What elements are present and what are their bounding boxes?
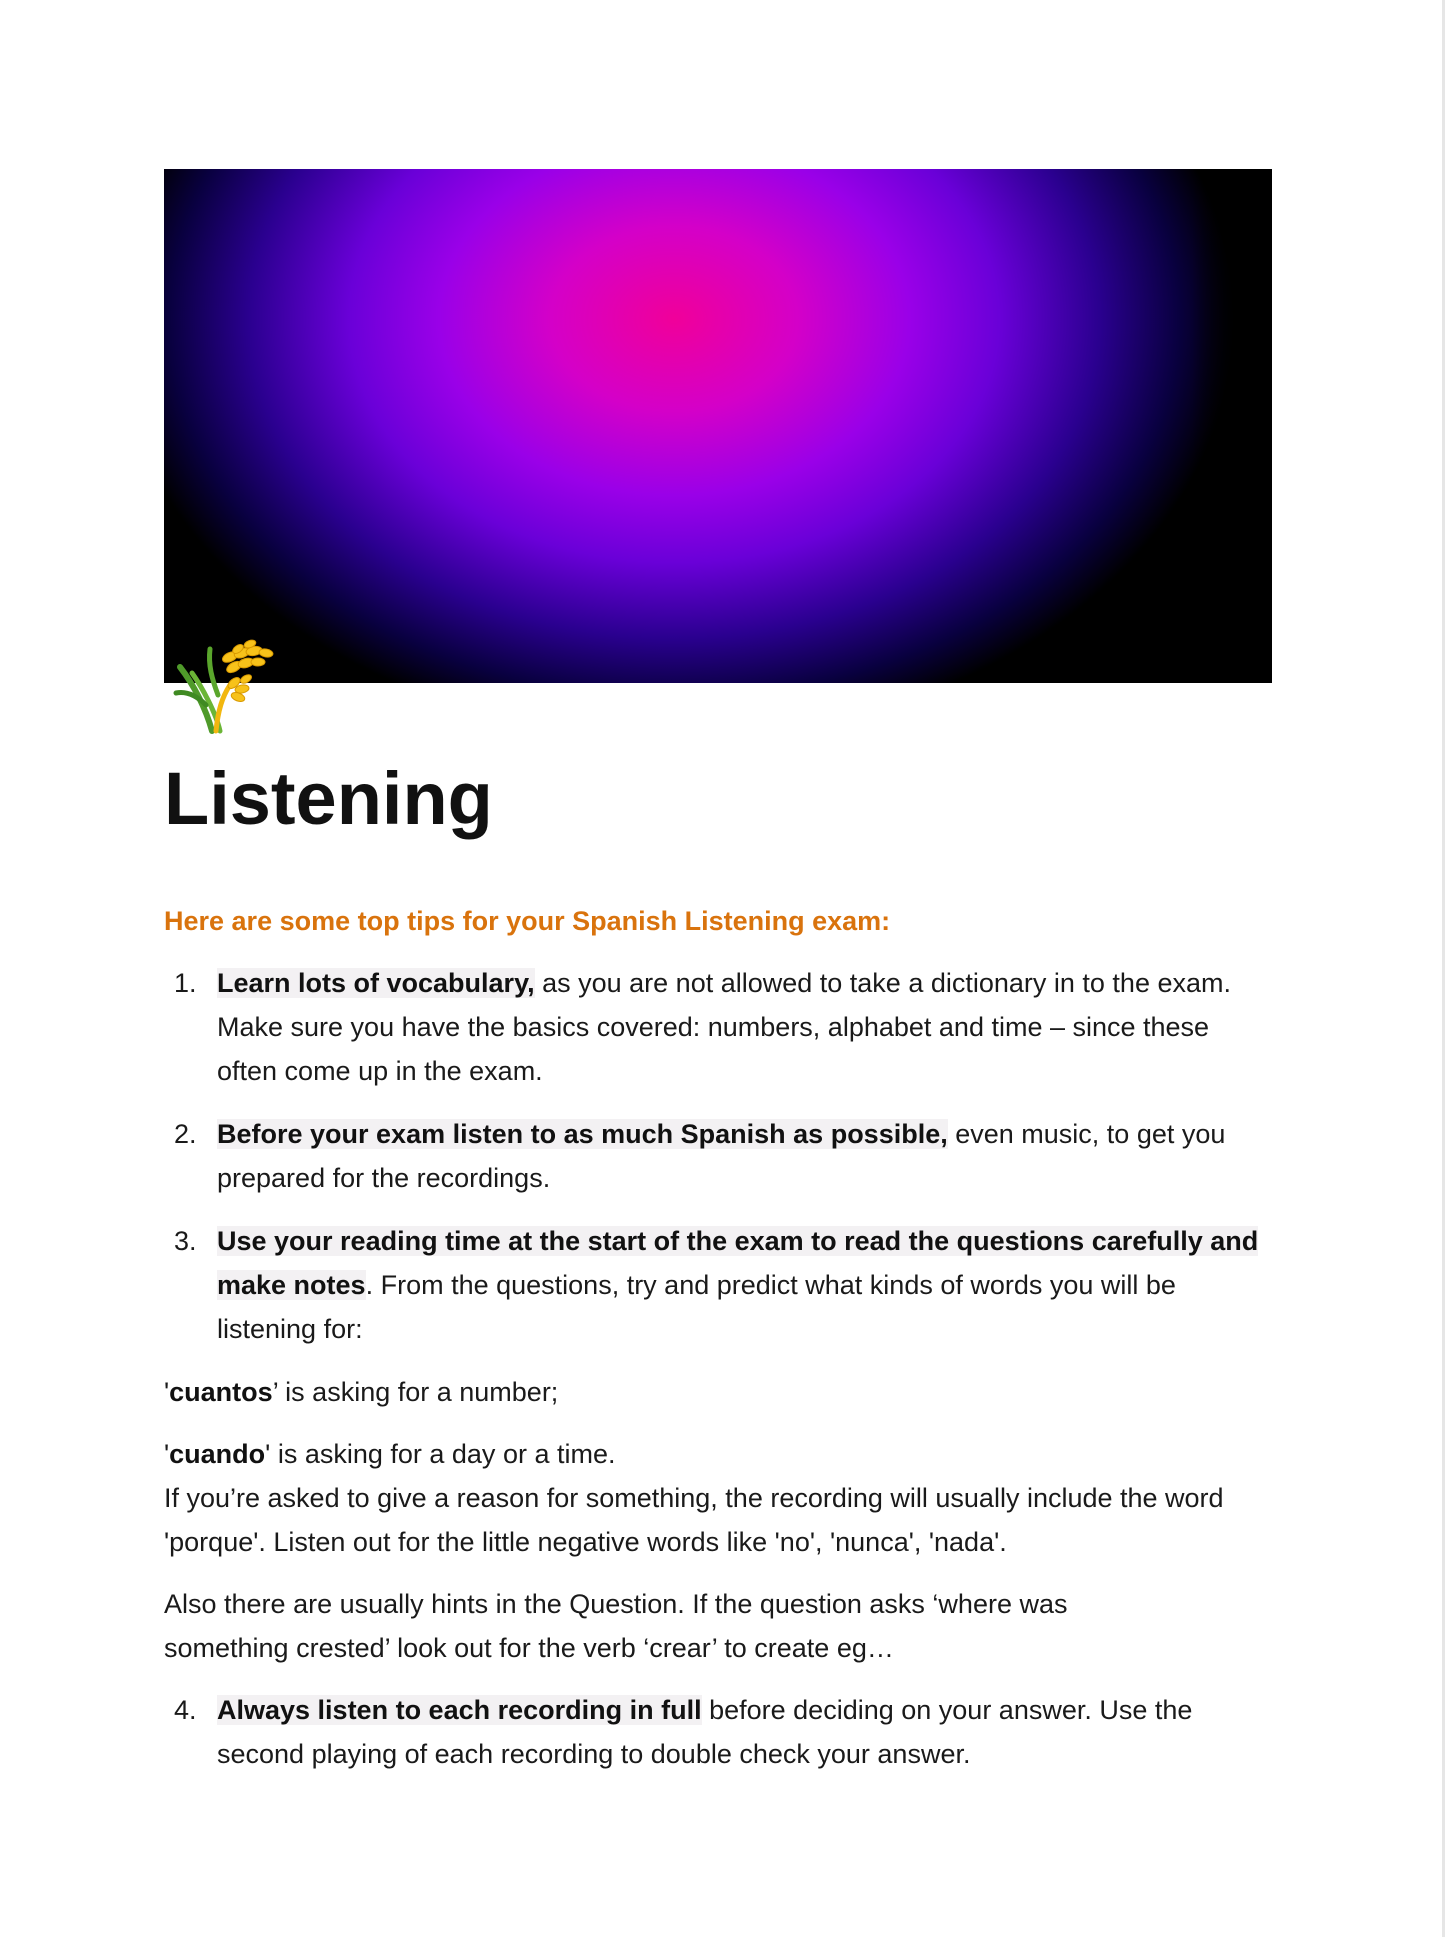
keyword-cuando: cuando: [169, 1439, 266, 1469]
cuantos-paragraph: [164, 1370, 1272, 1414]
cuantos-rest: ’ is asking for a number;: [272, 1377, 559, 1407]
list-number: 4.: [174, 1695, 197, 1725]
page-title: Listening: [164, 757, 493, 840]
open-quote: ': [164, 1377, 170, 1407]
open-quote: ': [164, 1439, 170, 1469]
tips-list: [164, 961, 1272, 1351]
sheaf-of-rice-icon[interactable]: [172, 635, 282, 745]
hints-paragraph: Also there are usually hints in the Question. If the question asks ‘where was something crested’ look out for the verb ‘crear’ to create eg…: [164, 1589, 1068, 1663]
cover-image-dark-edge: [1192, 169, 1272, 683]
tip-bold-text: Use your reading time at the start of the exam to read the questions carefully and make notes: [217, 1226, 1259, 1300]
list-number: 2.: [174, 1119, 197, 1149]
tip-text: . From the questions, try and predict what kinds of words you will be listening for:: [217, 1270, 1176, 1344]
list-item: [164, 1219, 1272, 1351]
page-content: [164, 169, 1272, 1769]
tips-list-continued: [164, 1688, 1272, 1776]
list-number: 1.: [174, 968, 197, 998]
cuando-rest: ' is asking for a day or a time.: [265, 1439, 616, 1469]
tip-text: as you are not allowed to take a dictionary in to the exam. Make sure you have the basics covered: numbers, alphabet and time – since these often come up in the exam.: [217, 968, 1231, 1086]
cover-image[interactable]: [164, 169, 1272, 683]
tip-text: even music, to get you prepared for the recordings.: [217, 1119, 1226, 1193]
list-item: [164, 1112, 1272, 1200]
list-item: [164, 1688, 1272, 1776]
tip-bold-text: Always listen to each recording in full: [217, 1695, 702, 1725]
tip-bold-text: Before your exam listen to as much Spanish as possible,: [217, 1119, 948, 1149]
reason-paragraph: If you’re asked to give a reason for something, the recording will usually include the word 'porque'. Listen out for the little negative words like 'no', 'nunca', 'nada'.: [164, 1483, 1224, 1557]
page-body: [164, 899, 1272, 1795]
tip-text: before deciding on your answer. Use the second playing of each recording to double check your answer.: [217, 1695, 1193, 1769]
list-number: 3.: [174, 1226, 197, 1256]
tip-bold-text: Learn lots of vocabulary,: [217, 968, 535, 998]
list-item: [164, 961, 1272, 1093]
cuando-paragraph: [164, 1432, 1272, 1476]
keyword-cuantos: cuantos: [169, 1377, 273, 1407]
intro-heading: Here are some top tips for your Spanish Listening exam:: [164, 906, 891, 936]
